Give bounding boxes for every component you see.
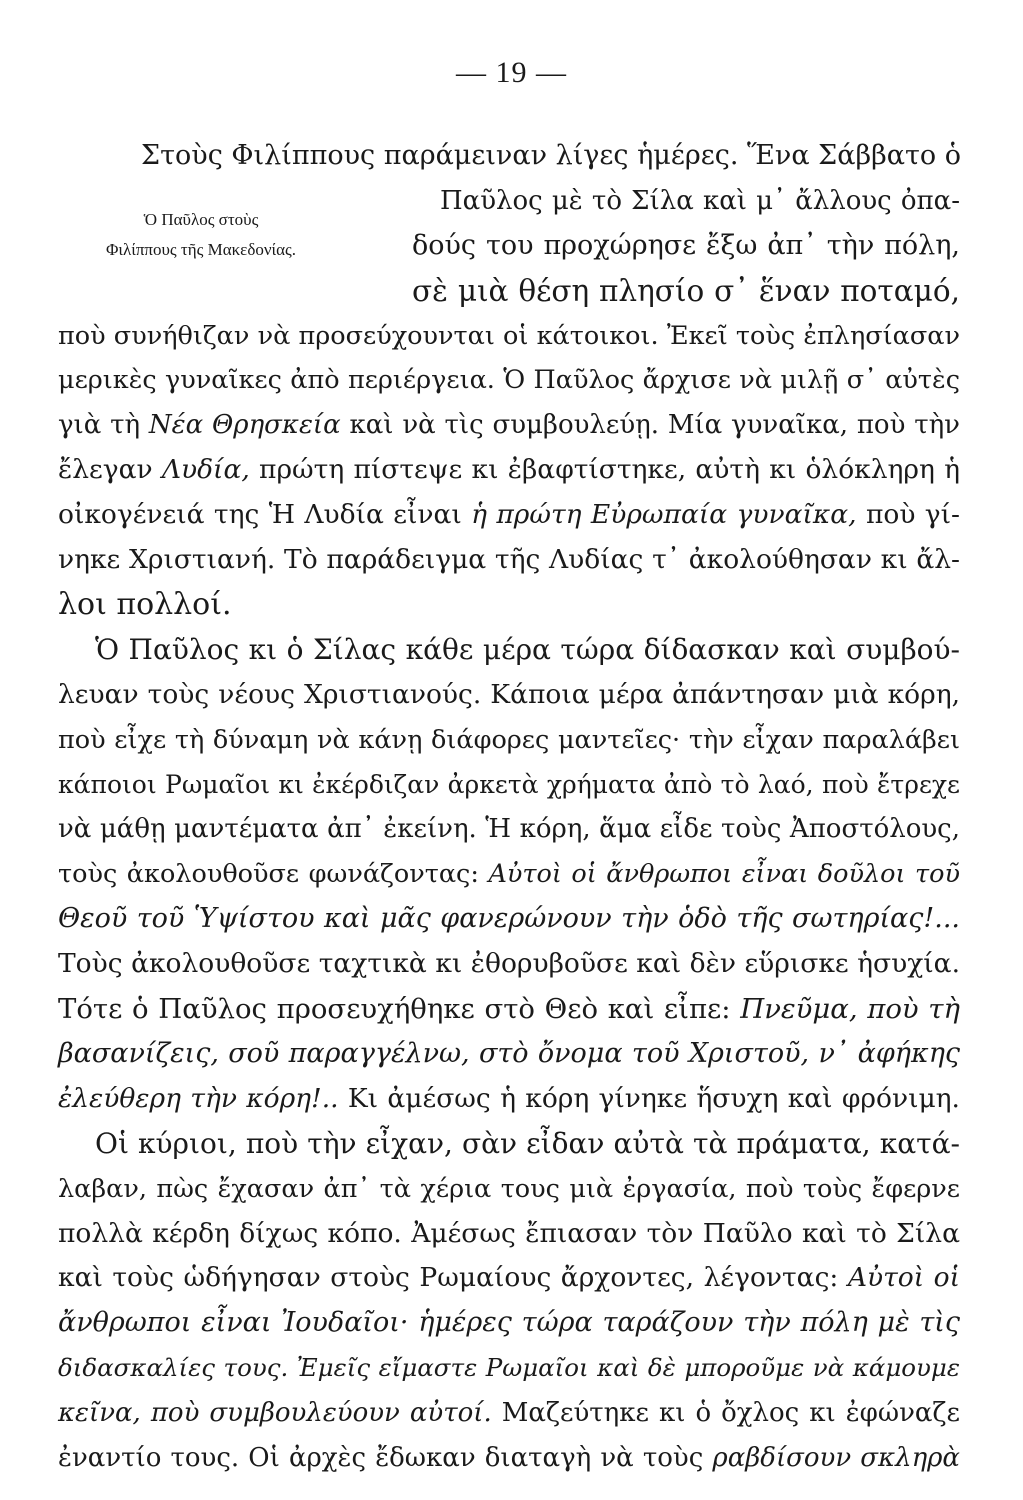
text-run: ἐναντίο τους. Οἱ ἀρχὲς ἔδωκαν διαταγὴ νὰ τοὺς bbox=[58, 1443, 713, 1473]
text-run: λαβαν, πὼς ἔχασαν ἀπ᾽ τὰ χέρια τους μιὰ ἐργασία, ποὺ τοὺς ἔφερνε bbox=[58, 1173, 960, 1204]
text-line bbox=[58, 407, 960, 443]
text-run: Ὁ Παῦλος κι ὁ Σίλας κάθε μέρα τώρα δίδασκαν καὶ συμβού- bbox=[95, 632, 960, 666]
italic-phrase: Θεοῦ τοῦ Ὑψίστου καὶ μᾶς φανερώνουν τὴν ὁδὸ τῆς σωτηρίας!... bbox=[58, 903, 960, 935]
text-line bbox=[412, 273, 960, 309]
text-run: Παῦλος μὲ τὸ Σίλα καὶ μ᾽ ἄλλους ὀπα- bbox=[440, 185, 960, 216]
text-line bbox=[58, 1216, 960, 1252]
text-line bbox=[58, 587, 258, 623]
italic-phrase: ἄνθρωποι εἶναι Ἰουδαῖοι· ἡμέρες τώρα ταράζουν τὴν πόλη μὲ τὶς bbox=[58, 1307, 960, 1339]
text-run: λευαν τοὺς νέους Χριστιανούς. Κάποια μέρα ἀπάντησαν μιὰ κόρη, bbox=[58, 678, 960, 710]
text-line bbox=[58, 946, 960, 982]
text-line bbox=[58, 318, 960, 354]
margin-note-line: Ὁ Παῦλος στοὺς bbox=[143, 210, 259, 229]
italic-phrase: Πνεῦμα, ποὺ τὴ bbox=[740, 993, 960, 1026]
italic-phrase: Αὐτοὶ οἱ bbox=[847, 1262, 960, 1294]
text-line bbox=[95, 632, 960, 668]
text-run: πολλὰ κέρδη δίχως κόπο. Ἀμέσως ἔπιασαν τὸν Παῦλο καὶ τὸ Σίλα bbox=[58, 1217, 960, 1249]
text-run: Στοὺς Φιλίππους παράμειναν λίγες ἡμέρες. Ἕνα Σάββατο ὁ bbox=[141, 140, 961, 171]
text-line bbox=[58, 767, 960, 803]
text-line bbox=[58, 677, 960, 713]
text-run: νὰ μάθῃ μαντέματα ἀπ᾽ ἐκείνη. Ἡ κόρη, ἅμα εἶδε τοὺς Ἀποστόλους, bbox=[58, 814, 960, 845]
text-line bbox=[58, 1440, 960, 1476]
text-run: τοὺς ἀκολουθοῦσε φωνάζοντας: bbox=[58, 859, 489, 890]
text-line bbox=[58, 856, 960, 892]
text-run: Μαζεύτηκε κι ὁ ὄχλος κι ἐφώναζε bbox=[491, 1398, 960, 1429]
text-run: δούς του προχώρησε ἔξω ἀπ᾽ τὴν πόλη, bbox=[412, 229, 960, 261]
text-line bbox=[58, 1395, 960, 1431]
text-run: καὶ τοὺς ὡδήγησαν στοὺς Ρωμαίους ἄρχοντες, λέγοντας: bbox=[58, 1262, 848, 1294]
text-line bbox=[58, 542, 960, 578]
text-line bbox=[58, 1081, 960, 1117]
italic-phrase: ἡ πρώτη Εὐρωπαία γυναῖκα, bbox=[471, 499, 857, 531]
text-line bbox=[440, 183, 960, 219]
text-line bbox=[58, 497, 960, 533]
text-run: ποὺ εἶχε τὴ δύναμη νὰ κάνῃ διάφορες μαντεῖες· τὴν εἶχαν παραλάβει bbox=[58, 724, 960, 755]
text-run: καὶ νὰ τὶς συμβουλεύῃ. Μία γυναῖκα, ποὺ τὴν bbox=[340, 410, 960, 441]
text-run: ποὺ συνήθιζαν νὰ προσεύχουνται οἱ κάτοικοι. Ἐκεῖ τοὺς ἐπλησίασαν bbox=[58, 320, 960, 351]
text-run: μερικὲς γυναῖκες ἀπὸ περιέργεια. Ὁ Παῦλος ἄρχισε νὰ μιλῇ σ᾽ αὐτὲς bbox=[58, 365, 960, 396]
text-run: ποὺ γί- bbox=[856, 499, 960, 531]
italic-phrase: ραβδίσουν σκληρὰ bbox=[712, 1443, 960, 1473]
italic-phrase: Λυδία, bbox=[161, 454, 250, 486]
text-line bbox=[58, 1260, 960, 1296]
text-run: Κι ἀμέσως ἡ κόρη γίνηκε ἥσυχη καὶ φρόνιμη. bbox=[338, 1082, 960, 1114]
text-run: Οἱ κύριοι, ποὺ τὴν εἶχαν, σὰν εἶδαν αὐτὰ τὰ πράματα, κατά- bbox=[95, 1126, 960, 1160]
text-run: Τότε ὁ Παῦλος προσευχήθηκε στὸ Θεὸ καὶ εἶπε: bbox=[58, 993, 741, 1026]
text-run: οἰκογένειά της Ἡ Λυδία εἶναι bbox=[58, 499, 472, 531]
text-run: λοι πολλοί. bbox=[58, 586, 232, 622]
text-line bbox=[58, 1350, 960, 1386]
text-run: κάποιοι Ρωμαῖοι κι ἐκέρδιζαν ἀρκετὰ χρήματα ἀπὸ τὸ λαό, ποὺ ἔτρεχε bbox=[58, 769, 960, 799]
text-line bbox=[58, 1305, 960, 1341]
italic-phrase: ἐλεύθερη τὴν κόρη!.. bbox=[58, 1082, 339, 1114]
text-line bbox=[412, 228, 960, 264]
text-run: νηκε Χριστιανή. Τὸ παράδειγμα τῆς Λυδίας τ᾽ ἀκολούθησαν κι ἄλ- bbox=[58, 544, 960, 576]
text-line bbox=[58, 1171, 960, 1207]
text-run: σὲ μιὰ θέση πλησίο σ᾽ ἕναν ποταμό, bbox=[412, 273, 960, 308]
text-line bbox=[58, 991, 960, 1027]
italic-phrase: βασανίζεις, σοῦ παραγγέλνω, στὸ ὄνομα τοῦ Χριστοῦ, ν᾽ ἀφήκης bbox=[58, 1037, 960, 1069]
text-line bbox=[58, 722, 960, 758]
text-run: γιὰ τὴ bbox=[58, 410, 149, 441]
text-line bbox=[141, 138, 961, 174]
page-number: — 19 — bbox=[456, 56, 567, 89]
italic-phrase: Νέα Θρησκεία bbox=[148, 410, 341, 441]
text-line bbox=[58, 901, 960, 937]
italic-phrase: κεῖνα, ποὺ συμβουλεύουν αὐτοί. bbox=[58, 1398, 492, 1429]
text-line bbox=[58, 1036, 960, 1072]
text-line bbox=[58, 452, 960, 488]
text-line bbox=[58, 811, 960, 847]
italic-phrase: διδασκαλίες τους. Ἐμεῖς εἴμαστε Ρωμαῖοι καὶ δὲ μποροῦμε νὰ κάμουμε bbox=[58, 1353, 960, 1383]
margin-note-line: Φιλίππους τῆς Μακεδονίας. bbox=[106, 240, 296, 259]
text-run: πρώτη πίστεψε κι ἐβαφτίστηκε, αὐτὴ κι ὁλόκληρη ἡ bbox=[249, 454, 960, 486]
italic-phrase: Αὐτοὶ οἱ ἄνθρωποι εἶναι δοῦλοι τοῦ bbox=[488, 859, 960, 890]
text-run: Τοὺς ἀκολουθοῦσε ταχτικὰ κι ἐθορυβοῦσε καὶ δὲν εὕρισκε ἡσυχία. bbox=[58, 948, 960, 980]
text-line bbox=[58, 362, 960, 398]
text-line bbox=[95, 1126, 960, 1162]
margin-note bbox=[36, 205, 366, 265]
text-run: ἔλεγαν bbox=[58, 454, 162, 486]
